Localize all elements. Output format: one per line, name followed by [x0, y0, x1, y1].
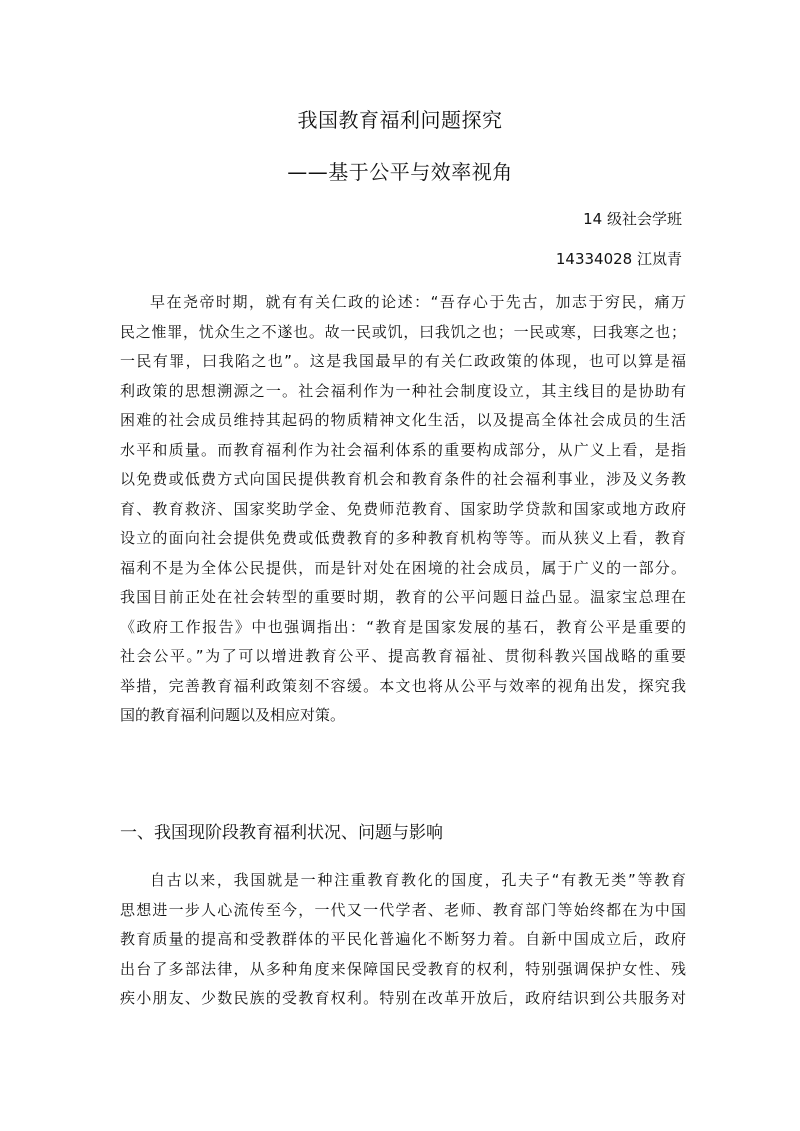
- paragraph-line: 福利不是为全体公民提供，而是针对处在困境的社会成员，属于广义的一部分。: [120, 558, 686, 577]
- paragraph-line: 我国目前正处在社会转型的重要时期，教育的公平问题日益凸显。温家宝总理在: [120, 588, 686, 606]
- paragraph-line: 利政策的思想溯源之一。社会福利作为一种社会制度设立，其主线目的是协助有: [120, 381, 686, 400]
- paragraph-line: 早在尧帝时期，就有有关仁政的论述：“吾存心于先古，加志于穷民，痛万: [150, 293, 686, 311]
- paragraph-line: 困难的社会成员维持其起码的物质精神文化生活，以及提高全体社会成员的生活: [120, 411, 686, 429]
- paragraph-line: 社会公平。”为了可以增进教育公平、提高教育福祉、贯彻科教兴国战略的重要: [120, 647, 686, 665]
- paragraph-line: 一民有罪，曰我陷之也”。这是我国最早的有关仁政政策的体现，也可以算是福: [120, 352, 686, 370]
- section-paragraph: [120, 866, 686, 1014]
- paragraph-line: 民之惟罪，忧众生之不遂也。故一民或饥，曰我饥之也；一民或寒，曰我寒之也；: [120, 322, 686, 341]
- paragraph-line: 教育质量的提高和受教群体的平民化普遍化不断努力着。自新中国成立后，政府: [120, 930, 686, 948]
- paragraph-line: 国的教育福利问题以及相应对策。: [120, 706, 346, 724]
- intro-paragraph: [120, 288, 686, 731]
- paragraph-line: 疾小朋友、少数民族的受教育权利。特别在改革开放后，政府结识到公共服务对: [120, 989, 686, 1007]
- paragraph-line: 自古以来，我国就是一种注重教育教化的国度，孔夫子“有教无类”等教育: [150, 871, 686, 889]
- paragraph-line: 水平和质量。而教育福利作为社会福利体系的重要构成部分，从广义上看，是指: [120, 440, 686, 459]
- paragraph-line: 《政府工作报告》中也强调指出：“教育是国家发展的基石，教育公平是重要的: [120, 617, 686, 636]
- paragraph-line: 育、教育救济、国家奖助学金、免费师范教育、国家助学贷款和国家或地方政府: [120, 499, 686, 518]
- paragraph-line: 举措，完善教育福利政策刻不容缓。本文也将从公平与效率的视角出发，探究我: [120, 676, 686, 695]
- paragraph-line: 设立的面向社会提供免费或低费教育的多种教育机构等等。而从狭义上看，教育: [120, 529, 686, 547]
- paragraph-line: 思想进一步人心流传至今，一代又一代学者、老师、教育部门等始终都在为中国: [120, 900, 686, 919]
- class-line: 14 级社会学班: [583, 210, 682, 228]
- paragraph-line: 出台了多部法律，从多种角度来保障国民受教育的权利，特别强调保护女性、残: [120, 959, 686, 978]
- section-heading: 一、我国现阶段教育福利状况、问题与影响: [120, 823, 443, 843]
- paragraph-line: 以免费或低费方式向国民提供教育机会和教育条件的社会福利事业，涉及义务教: [120, 470, 686, 488]
- document-title: 我国教育福利问题探究: [297, 108, 503, 132]
- document-subtitle: ——基于公平与效率视角: [287, 160, 513, 184]
- author-line: 14334028 江岚青: [555, 250, 682, 268]
